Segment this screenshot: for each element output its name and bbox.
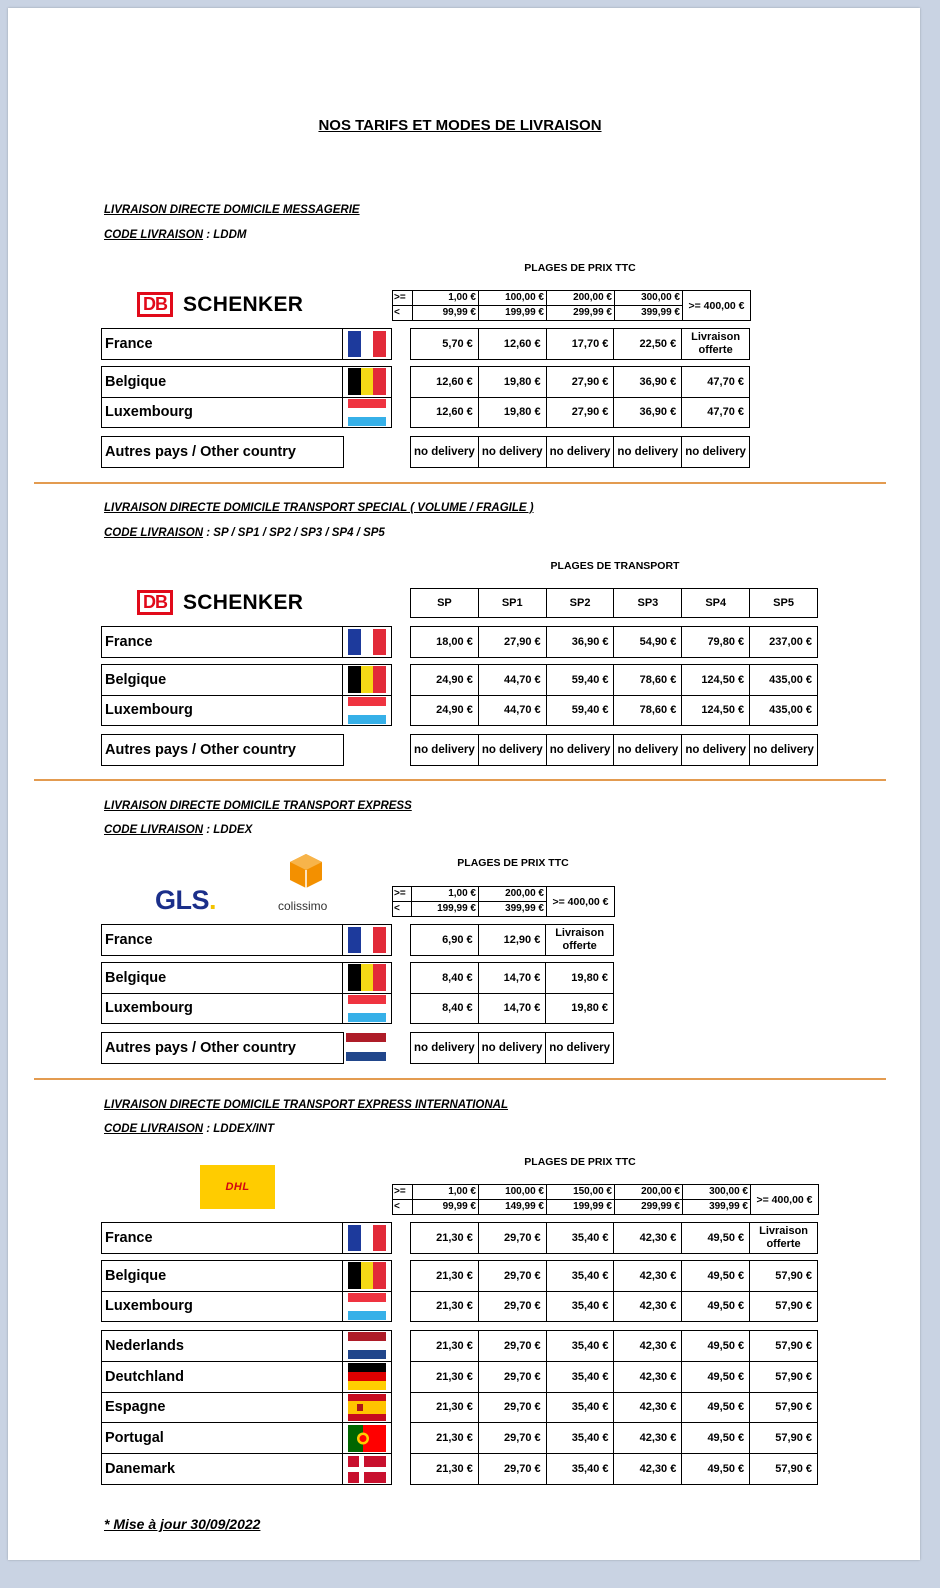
flag-belgium-icon	[348, 666, 386, 693]
table-cell: 57,90 €	[750, 1261, 818, 1292]
table-cell: >= 400,00 €	[751, 1185, 819, 1215]
table-cell: 1,00 €	[413, 1185, 479, 1200]
table-cell: 22,50 €	[614, 329, 682, 360]
table-row	[102, 627, 392, 658]
table-row	[411, 1454, 818, 1485]
table-cell: 57,90 €	[750, 1392, 818, 1423]
table-row	[411, 1033, 614, 1064]
section-2-row-france	[410, 626, 818, 658]
table-cell: 35,40 €	[546, 1361, 614, 1392]
table-cell: Espagne	[102, 1392, 343, 1423]
table-cell: France	[102, 329, 343, 360]
table-row	[411, 1291, 818, 1322]
table-cell: Livraison offerte	[682, 329, 750, 360]
section-4-country-europe	[101, 1330, 392, 1485]
table-cell: 29,70 €	[478, 1223, 546, 1254]
table-cell: 24,90 €	[411, 665, 479, 696]
flag-netherlands-icon	[348, 1332, 386, 1359]
table-cell: 27,90 €	[546, 367, 614, 398]
flag-cell	[343, 1291, 392, 1322]
table-cell: 149,99 €	[479, 1200, 547, 1215]
table-cell: Nederlands	[102, 1331, 343, 1362]
table-cell: 54,90 €	[614, 627, 682, 658]
table-cell: 42,30 €	[614, 1423, 682, 1454]
table-cell: 49,50 €	[682, 1361, 750, 1392]
table-cell: 27,90 €	[478, 627, 546, 658]
table-row	[102, 1454, 392, 1485]
table-cell: 44,70 €	[478, 665, 546, 696]
table-row	[102, 1423, 392, 1454]
section-4-row-france	[410, 1222, 818, 1254]
table-cell: 19,80 €	[478, 397, 546, 428]
table-cell: 299,99 €	[615, 1200, 683, 1215]
table-cell: 59,40 €	[546, 665, 614, 696]
table-row	[102, 1361, 392, 1392]
dhl-logo: DHL	[200, 1165, 275, 1209]
table-cell: 124,50 €	[682, 695, 750, 726]
table-cell: 35,40 €	[546, 1392, 614, 1423]
section-1-country-france	[101, 328, 392, 360]
table-row	[102, 367, 392, 398]
table-cell: 57,90 €	[750, 1331, 818, 1362]
colissimo-box-icon	[287, 852, 325, 890]
table-row	[411, 397, 750, 428]
table-cell: 12,60 €	[411, 367, 479, 398]
section-3-country-other	[101, 1032, 344, 1064]
table-cell: SP	[411, 589, 479, 618]
table-row	[102, 665, 392, 696]
table-row	[411, 1361, 818, 1392]
table-cell: SP1	[478, 589, 546, 618]
table-cell: Livraison offerte	[750, 1223, 818, 1254]
table-cell: no delivery	[411, 437, 479, 468]
table-cell: 100,00 €	[479, 291, 547, 306]
db-schenker-logo: DB SCHENKER	[137, 292, 303, 317]
table-cell: France	[102, 627, 343, 658]
table-cell: 42,30 €	[614, 1261, 682, 1292]
section-2-title: LIVRAISON DIRECTE DOMICILE TRANSPORT SPECIAL ( VOLUME / FRAGILE )	[104, 502, 534, 514]
table-cell: Deutchland	[102, 1361, 343, 1392]
table-cell: 21,30 €	[411, 1261, 479, 1292]
section-separator	[34, 482, 886, 484]
table-cell: 300,00 €	[683, 1185, 751, 1200]
section-3-title: LIVRAISON DIRECTE DOMICILE TRANSPORT EXPRESS	[104, 800, 412, 812]
table-row	[411, 589, 818, 618]
table-cell: no delivery	[682, 735, 750, 766]
table-cell: 49,50 €	[682, 1454, 750, 1485]
flag-france-icon	[348, 331, 386, 357]
table-cell: 78,60 €	[614, 665, 682, 696]
table-cell: 29,70 €	[478, 1454, 546, 1485]
flag-cell	[343, 627, 392, 658]
flag-germany-icon	[348, 1363, 386, 1390]
flag-spain-icon	[348, 1394, 386, 1421]
section-1-title: LIVRAISON DIRECTE DOMICILE MESSAGERIE	[104, 204, 360, 216]
section-1-row-france	[410, 328, 750, 360]
flag-cell	[343, 329, 392, 360]
section-4-range-title: PLAGES DE PRIX TTC	[524, 1156, 636, 1168]
table-row	[102, 1291, 392, 1322]
table-cell: 24,90 €	[411, 695, 479, 726]
table-row	[411, 963, 614, 994]
table-cell: Belgique	[102, 367, 343, 398]
table-cell: no delivery	[478, 437, 546, 468]
table-cell: no delivery	[614, 735, 682, 766]
table-cell: >=	[393, 291, 413, 306]
section-1-country-other	[101, 436, 344, 468]
section-3-range-title: PLAGES DE PRIX TTC	[457, 857, 569, 869]
section-3-country-be-lu	[101, 962, 392, 1024]
table-cell: 49,50 €	[682, 1291, 750, 1322]
table-cell: 12,60 €	[478, 329, 546, 360]
table-row	[393, 887, 615, 902]
colissimo-logo	[287, 852, 325, 895]
table-cell: Autres pays / Other country	[102, 735, 344, 766]
table-cell: 78,60 €	[614, 695, 682, 726]
table-row	[411, 1261, 818, 1292]
flag-belgium-icon	[348, 964, 386, 991]
table-row	[102, 329, 392, 360]
section-1-country-be-lu	[101, 366, 392, 428]
table-cell: 47,70 €	[682, 397, 750, 428]
table-cell: 1,00 €	[412, 887, 479, 902]
flag-cell	[343, 1392, 392, 1423]
table-cell: 300,00 €	[615, 291, 683, 306]
table-cell: 8,40 €	[411, 993, 479, 1024]
table-cell: 57,90 €	[750, 1291, 818, 1322]
table-cell: France	[102, 1223, 343, 1254]
flag-cell	[343, 1331, 392, 1362]
flag-cell	[343, 1261, 392, 1292]
table-cell: 399,99 €	[479, 902, 547, 917]
section-3-country-france	[101, 924, 392, 956]
table-row	[411, 925, 614, 956]
table-cell: >=	[393, 887, 412, 902]
table-row	[411, 437, 750, 468]
page-title: NOS TARIFS ET MODES DE LIVRAISON	[318, 117, 602, 134]
table-cell: Autres pays / Other country	[102, 437, 344, 468]
section-4-title: LIVRAISON DIRECTE DOMICILE TRANSPORT EXPRESS INTERNATIONAL	[104, 1099, 509, 1111]
table-cell: 35,40 €	[546, 1454, 614, 1485]
table-cell: 1,00 €	[413, 291, 479, 306]
flag-netherlands-icon	[346, 1033, 386, 1061]
table-row	[411, 1392, 818, 1423]
section-3-row-other	[410, 1032, 614, 1064]
section-1-range-title: PLAGES DE PRIX TTC	[524, 262, 636, 274]
colissimo-label: colissimo	[278, 899, 328, 913]
section-2-country-other	[101, 734, 344, 766]
flag-cell	[343, 1223, 392, 1254]
table-cell: 57,90 €	[750, 1454, 818, 1485]
table-cell: <	[393, 306, 413, 321]
table-row	[411, 367, 750, 398]
table-cell: 399,99 €	[615, 306, 683, 321]
section-3-row-france	[410, 924, 614, 956]
table-cell: 21,30 €	[411, 1291, 479, 1322]
table-cell: no delivery	[682, 437, 750, 468]
table-cell: 21,30 €	[411, 1361, 479, 1392]
table-cell: 17,70 €	[546, 329, 614, 360]
section-separator	[34, 1078, 886, 1080]
table-row	[411, 695, 818, 726]
table-cell: 47,70 €	[682, 367, 750, 398]
table-cell: 200,00 €	[615, 1185, 683, 1200]
table-cell: 29,70 €	[478, 1423, 546, 1454]
table-cell: >=	[393, 1185, 413, 1200]
table-cell: SP5	[750, 589, 818, 618]
table-cell: no delivery	[546, 1033, 614, 1064]
table-cell: 49,50 €	[682, 1223, 750, 1254]
table-cell: 42,30 €	[614, 1223, 682, 1254]
table-cell: SP3	[614, 589, 682, 618]
table-cell: <	[393, 1200, 413, 1215]
table-cell: 29,70 €	[478, 1331, 546, 1362]
table-cell: Belgique	[102, 665, 343, 696]
table-cell: no delivery	[411, 1033, 479, 1064]
table-cell: 19,80 €	[478, 367, 546, 398]
flag-luxembourg-icon	[348, 1293, 386, 1320]
flag-luxembourg-icon	[348, 995, 386, 1022]
table-cell: 49,50 €	[682, 1423, 750, 1454]
table-row	[411, 665, 818, 696]
section-4-country-france	[101, 1222, 392, 1254]
flag-france-icon	[348, 629, 386, 655]
table-cell: 99,99 €	[413, 306, 479, 321]
flag-france-icon	[348, 1225, 386, 1251]
table-cell: 57,90 €	[750, 1423, 818, 1454]
table-cell: 49,50 €	[682, 1261, 750, 1292]
table-cell: 199,99 €	[412, 902, 479, 917]
section-separator	[34, 779, 886, 781]
table-cell: 49,50 €	[682, 1392, 750, 1423]
flag-cell	[343, 695, 392, 726]
table-cell: 124,50 €	[682, 665, 750, 696]
table-cell: no delivery	[546, 437, 614, 468]
table-cell: 199,99 €	[479, 306, 547, 321]
table-cell: no delivery	[411, 735, 479, 766]
table-cell: 150,00 €	[547, 1185, 615, 1200]
table-row	[102, 925, 392, 956]
table-row	[102, 1033, 344, 1064]
table-cell: 21,30 €	[411, 1423, 479, 1454]
table-cell: Autres pays / Other country	[102, 1033, 344, 1064]
flag-cell	[343, 367, 392, 398]
table-row	[411, 1223, 818, 1254]
gls-logo: GLS.	[155, 885, 217, 915]
table-cell: no delivery	[614, 437, 682, 468]
table-cell: Luxembourg	[102, 1291, 343, 1322]
table-cell: 21,30 €	[411, 1331, 479, 1362]
table-cell: >= 400,00 €	[547, 887, 615, 917]
table-row	[411, 1423, 818, 1454]
table-cell: 14,70 €	[478, 993, 546, 1024]
table-row	[411, 329, 750, 360]
flag-cell	[343, 665, 392, 696]
table-cell: no delivery	[546, 735, 614, 766]
table-cell: Belgique	[102, 1261, 343, 1292]
section-4-rows-europe	[410, 1330, 818, 1485]
table-cell: 36,90 €	[546, 627, 614, 658]
table-cell: 42,30 €	[614, 1361, 682, 1392]
flag-cell	[343, 925, 392, 956]
table-cell: Luxembourg	[102, 993, 343, 1024]
flag-belgium-icon	[348, 368, 386, 395]
table-cell: 100,00 €	[479, 1185, 547, 1200]
section-3-rows-be-lu	[410, 962, 614, 1024]
table-cell: 35,40 €	[546, 1291, 614, 1322]
table-cell: SP4	[682, 589, 750, 618]
table-row	[393, 291, 751, 306]
section-4-rows-be-lu	[410, 1260, 818, 1322]
table-cell: 42,30 €	[614, 1454, 682, 1485]
table-cell: 29,70 €	[478, 1361, 546, 1392]
table-cell: 35,40 €	[546, 1331, 614, 1362]
table-row	[411, 627, 818, 658]
table-cell: 6,90 €	[411, 925, 479, 956]
table-cell: SP2	[546, 589, 614, 618]
section-2-country-france	[101, 626, 392, 658]
flag-cell	[343, 1423, 392, 1454]
flag-portugal-icon	[348, 1425, 386, 1452]
table-cell: Luxembourg	[102, 397, 343, 428]
footnote-update-date: * Mise à jour 30/09/2022	[104, 1516, 261, 1532]
table-row	[102, 1392, 392, 1423]
table-cell: 435,00 €	[750, 695, 818, 726]
flag-cell	[343, 397, 392, 428]
table-cell: 21,30 €	[411, 1392, 479, 1423]
db-schenker-logo: DB SCHENKER	[137, 590, 303, 615]
table-cell: 200,00 €	[479, 887, 547, 902]
section-2-country-be-lu	[101, 664, 392, 726]
section-4-country-be-lu	[101, 1260, 392, 1322]
table-cell: no delivery	[478, 1033, 546, 1064]
table-cell: 299,99 €	[547, 306, 615, 321]
table-cell: 435,00 €	[750, 665, 818, 696]
section-4-code: CODE LIVRAISON : LDDEX/INT	[104, 1123, 274, 1135]
flag-cell	[343, 963, 392, 994]
table-row	[102, 437, 344, 468]
table-cell: no delivery	[478, 735, 546, 766]
table-row	[102, 735, 344, 766]
table-cell: 21,30 €	[411, 1454, 479, 1485]
table-cell: 21,30 €	[411, 1223, 479, 1254]
flag-cell	[343, 1361, 392, 1392]
table-cell: 199,99 €	[547, 1200, 615, 1215]
table-cell: 237,00 €	[750, 627, 818, 658]
table-row	[393, 1185, 819, 1200]
table-cell: 18,00 €	[411, 627, 479, 658]
table-cell: Portugal	[102, 1423, 343, 1454]
table-cell: 36,90 €	[614, 397, 682, 428]
table-cell: 29,70 €	[478, 1291, 546, 1322]
table-cell: 8,40 €	[411, 963, 479, 994]
section-2-range-title: PLAGES DE TRANSPORT	[550, 560, 680, 572]
flag-france-icon	[348, 927, 386, 953]
table-cell: 12,90 €	[478, 925, 546, 956]
flag-denmark-icon	[348, 1456, 386, 1483]
table-cell: Belgique	[102, 963, 343, 994]
table-cell: <	[393, 902, 412, 917]
table-cell: 19,80 €	[546, 993, 614, 1024]
section-3-code: CODE LIVRAISON : LDDEX	[104, 824, 253, 836]
table-cell: 29,70 €	[478, 1261, 546, 1292]
section-2-header-table	[410, 588, 818, 618]
flag-luxembourg-icon	[348, 399, 386, 426]
section-1-rows-be-lu	[410, 366, 750, 428]
table-cell: 200,00 €	[547, 291, 615, 306]
table-cell: 42,30 €	[614, 1331, 682, 1362]
table-cell: no delivery	[750, 735, 818, 766]
table-cell: 35,40 €	[546, 1423, 614, 1454]
table-cell: 35,40 €	[546, 1261, 614, 1292]
section-2-rows-be-lu	[410, 664, 818, 726]
table-row	[102, 1261, 392, 1292]
table-cell: 27,90 €	[546, 397, 614, 428]
table-row	[411, 735, 818, 766]
table-row	[102, 397, 392, 428]
flag-cell	[343, 993, 392, 1024]
table-cell: 99,99 €	[413, 1200, 479, 1215]
flag-luxembourg-icon	[348, 697, 386, 724]
section-1-row-other	[410, 436, 750, 468]
table-row	[411, 1331, 818, 1362]
section-4-header-table	[392, 1184, 819, 1215]
table-cell: 79,80 €	[682, 627, 750, 658]
table-cell: 29,70 €	[478, 1392, 546, 1423]
section-1-code: CODE LIVRAISON : LDDM	[104, 229, 247, 241]
flag-belgium-icon	[348, 1262, 386, 1289]
table-cell: >= 400,00 €	[683, 291, 751, 321]
table-cell: 35,40 €	[546, 1223, 614, 1254]
table-cell: Danemark	[102, 1454, 343, 1485]
table-cell: 399,99 €	[683, 1200, 751, 1215]
table-cell: 49,50 €	[682, 1331, 750, 1362]
table-row	[102, 993, 392, 1024]
section-1-header-table	[392, 290, 751, 321]
table-cell: 42,30 €	[614, 1392, 682, 1423]
table-cell: Luxembourg	[102, 695, 343, 726]
section-2-code: CODE LIVRAISON : SP / SP1 / SP2 / SP3 / SP4 / SP5	[104, 527, 385, 539]
table-cell: 44,70 €	[478, 695, 546, 726]
table-cell: France	[102, 925, 343, 956]
table-row	[102, 1223, 392, 1254]
table-row	[102, 1331, 392, 1362]
section-3-header-table	[392, 886, 615, 917]
table-row	[411, 993, 614, 1024]
flag-cell	[343, 1454, 392, 1485]
table-row	[102, 963, 392, 994]
table-cell: 5,70 €	[411, 329, 479, 360]
table-cell: 42,30 €	[614, 1291, 682, 1322]
table-row	[102, 695, 392, 726]
table-cell: 59,40 €	[546, 695, 614, 726]
table-cell: 19,80 €	[546, 963, 614, 994]
table-cell: 57,90 €	[750, 1361, 818, 1392]
table-cell: 14,70 €	[478, 963, 546, 994]
table-cell: 12,60 €	[411, 397, 479, 428]
section-2-row-other	[410, 734, 818, 766]
table-cell: 36,90 €	[614, 367, 682, 398]
table-cell: Livraison offerte	[546, 925, 614, 956]
